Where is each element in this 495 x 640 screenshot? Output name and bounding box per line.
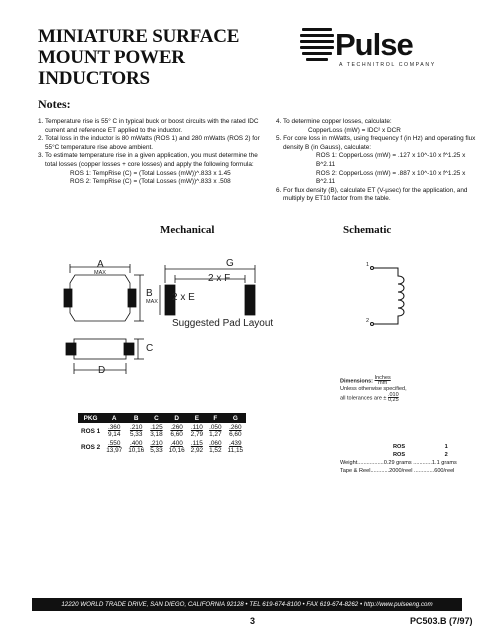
note-5: 5. For core loss in mWatts, using frequency f (in Hz) and operating flux density B (in Gauss), calculate:: [276, 135, 476, 151]
dimension-cell: [225, 423, 247, 439]
dimension-cell: [206, 423, 224, 439]
dimension-inches: .050: [209, 424, 222, 431]
page-title: MINIATURE SURFACE MOUNT POWER INDUCTORS: [38, 26, 240, 89]
top-view-left-terminal: [64, 289, 72, 307]
weights-col-ros1: ROS 1: [393, 444, 448, 450]
dimension-mm: 6,60: [170, 431, 183, 438]
page-number: 3: [250, 616, 256, 626]
dimensions-note-line3: all tolerances are ±: [340, 395, 387, 402]
logo-tagline: A TECHNITROL COMPANY: [339, 62, 436, 68]
dimension-mm: 2,92: [190, 447, 204, 454]
header-a: A: [103, 413, 125, 423]
weights-col-ros2: ROS 2: [393, 452, 448, 458]
dimension-cell: [206, 439, 224, 455]
dimension-cell: [188, 439, 206, 455]
pin-2-dot: [371, 323, 374, 326]
note-3-formula-ros2: ROS 2: TempRise (C) = (Total Losses (mW))^.833 x .508: [70, 178, 231, 186]
dim-c-label: C: [146, 343, 154, 354]
dimension-inches: .439: [229, 440, 242, 447]
weight-row: Weight.................0.29 grams ............1.1 grams: [340, 460, 457, 466]
inductor-coil-icon: [374, 268, 405, 324]
pad-right: [245, 285, 255, 315]
note-3-formula-ros1: ROS 1: TempRise (C) = (Total Losses (mW))^.833 x 1.45: [70, 169, 231, 177]
weights-block: [340, 443, 480, 475]
note-5-formula-ros1: ROS 1: CopperLoss (mW) = .127 x 10^-10 x f^1.25 x B^2.11: [316, 152, 466, 168]
dimensions-note: [340, 376, 407, 403]
package-dimensions-table: [78, 413, 246, 455]
note-5-formula-ros2: ROS 2: CopperLoss (mW) = .887 x 10^-10 x f^1.25 x B^2.11: [316, 169, 466, 186]
logo-wordmark: Pulse: [335, 27, 413, 62]
dimension-mm: 13,97: [106, 447, 123, 454]
dimension-inches: .110: [190, 424, 203, 431]
dimension-mm: 3,18: [150, 431, 163, 438]
header-b: B: [125, 413, 147, 423]
side-view-left-terminal: [66, 343, 76, 355]
dim-2xf-label: 2 x F: [208, 273, 231, 284]
dim-b-label: B: [146, 288, 153, 299]
note-2: 2. Total loss in the inductor is 80 mWatts (ROS 1) and 280 mWatts (ROS 2) for 55°C temperature rise above ambient.: [38, 135, 260, 151]
dim-a-max: MAX: [94, 270, 106, 276]
notes-right-column: [276, 118, 476, 204]
dimension-mm: 5,33: [150, 447, 163, 454]
dimension-inches: .360: [107, 424, 121, 431]
note-6: 6. For flux density (B), calculate ET (V-µsec) for the application, and multiply by ET10 factor from the table.: [276, 186, 468, 203]
tolerance-inches: .010: [387, 392, 399, 398]
dimension-inches: .210: [129, 424, 143, 431]
schematic-drawing: [362, 262, 422, 332]
dimension-cell: [147, 439, 165, 455]
dimension-cell: [125, 423, 147, 439]
dimension-mm: 2,79: [190, 431, 204, 438]
dim-2xe-label: 2 x E: [172, 292, 195, 303]
tape-reel-row: Tape & Reel............2000/reel .............600/reel: [340, 468, 455, 474]
dimension-inches: .550: [107, 440, 121, 447]
dimension-cell: [188, 423, 206, 439]
dimension-inches: .260: [229, 424, 242, 431]
header-f: F: [206, 413, 224, 423]
dimension-cell: [166, 423, 188, 439]
dimension-inches: .060: [209, 440, 222, 447]
dimensions-unit-bottom: mm: [378, 380, 388, 386]
dimension-inches: .400: [170, 440, 183, 447]
tolerance-mm: 0,25: [387, 397, 399, 403]
side-view-right-terminal: [124, 343, 134, 355]
schematic-heading: Schematic: [343, 224, 392, 236]
dimension-inches: .400: [129, 440, 143, 447]
document-id: PC503.B (7/97): [410, 616, 473, 626]
inductor-side-view: [74, 339, 126, 359]
dim-b-max: MAX: [146, 299, 158, 305]
pin-2-label: 2: [366, 318, 370, 324]
notes-left-column: [38, 118, 270, 187]
dimension-inches: .125: [150, 424, 163, 431]
dimension-inches: .210: [150, 440, 163, 447]
dimension-mm: 6,60: [229, 431, 242, 438]
mechanical-heading: Mechanical: [160, 224, 215, 236]
dimension-mm: 5,33: [129, 431, 143, 438]
inductor-top-view: [70, 275, 130, 321]
notes-heading: Notes:: [38, 97, 71, 111]
logo-globe-icon: [300, 28, 334, 61]
dim-g-label: G: [226, 258, 234, 269]
dimension-cell: [225, 439, 247, 455]
footer-address-bar: 12220 WORLD TRADE DRIVE, SAN DIEGO, CALIFORNIA 92128 • TEL 619-674-8100 • FAX 619-674-8262 • http://www.pulseeng.com: [32, 598, 462, 611]
dimension-cell: [125, 439, 147, 455]
dimension-mm: 1,27: [209, 431, 222, 438]
header-c: C: [147, 413, 165, 423]
dimension-mm: 9,14: [107, 431, 121, 438]
pad-layout-caption: Suggested Pad Layout: [172, 318, 274, 329]
dimension-inches: .115: [190, 440, 203, 447]
header-e: E: [188, 413, 206, 423]
dimension-cell: [147, 423, 165, 439]
header-g: G: [225, 413, 247, 423]
pkg-cell: ROS 2: [81, 443, 101, 451]
dimension-inches: .260: [170, 424, 183, 431]
table-row: [78, 423, 246, 439]
dimension-mm: 11,15: [227, 447, 244, 454]
dimensions-unit-top: Inches: [374, 375, 391, 381]
table-header-row: [78, 413, 246, 423]
dimension-mm: 1,52: [209, 447, 222, 454]
note-4: 4. To determine copper losses, calculate:: [276, 118, 392, 125]
note-4-formula: CopperLoss (mW) = IDC² x DCR: [308, 126, 401, 134]
dimensions-note-line2: Unless otherwise specified,: [340, 386, 407, 392]
pkg-cell: ROS 1: [81, 427, 101, 435]
dimension-mm: 10,16: [168, 447, 185, 454]
dimension-mm: 10,16: [128, 447, 145, 454]
note-1: 1. Temperature rise is 55° C in typical buck or boost circuits with the rated IDC current and reference ET applied to the inductor.: [38, 118, 259, 134]
dimension-cell: [166, 439, 188, 455]
dim-d-label: D: [98, 365, 106, 376]
dimension-cell: [103, 439, 125, 455]
header-pkg: PKG: [78, 413, 103, 423]
dimensions-label: Dimensions:: [340, 378, 374, 385]
dim-a-label: A: [97, 259, 104, 270]
pin-1-dot: [371, 267, 374, 270]
table-row: [78, 439, 246, 455]
pin-1-label: 1: [366, 262, 370, 268]
dimension-cell: [103, 423, 125, 439]
header-d: D: [166, 413, 188, 423]
top-view-right-terminal: [128, 289, 136, 307]
note-3: 3. To estimate temperature rise in a given application, you must determine the total losses (copper losses + core losses) and apply the following formula:: [38, 152, 258, 168]
